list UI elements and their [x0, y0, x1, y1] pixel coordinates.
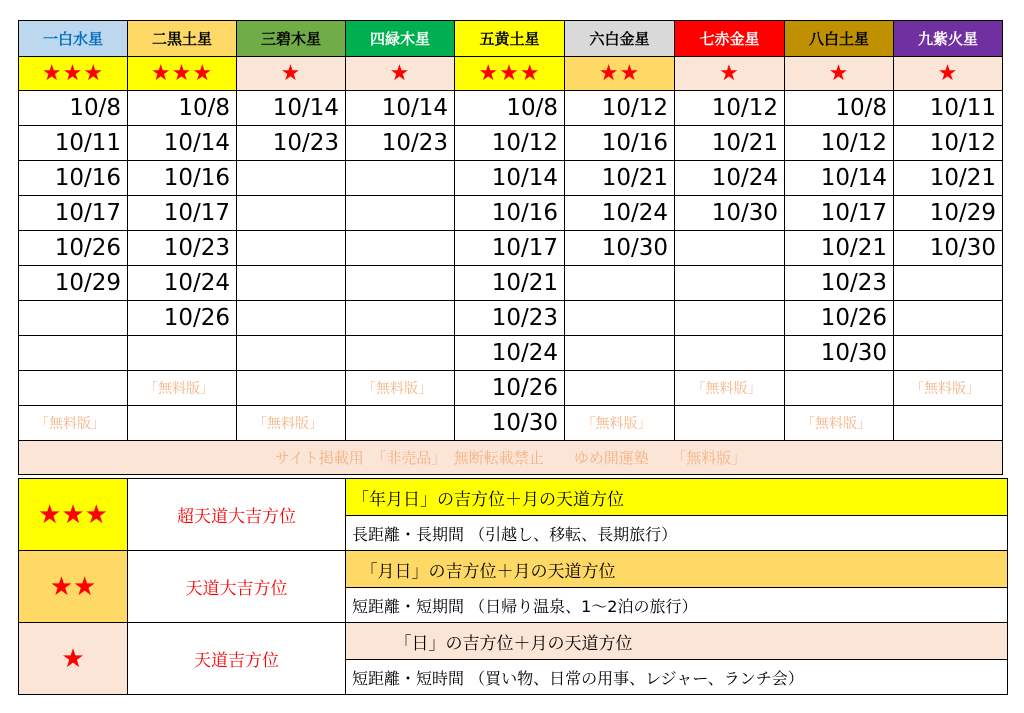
- rating-stars: ★: [785, 57, 894, 91]
- watermark-cell: 「無料版」: [128, 371, 237, 406]
- date-cell: 10/14: [237, 91, 346, 126]
- date-row: [19, 196, 1003, 231]
- star-header-cell: 八白土星: [785, 21, 894, 57]
- date-cell: [237, 231, 346, 266]
- watermark-banner-row: [19, 441, 1003, 475]
- date-cell: 10/8: [19, 91, 128, 126]
- date-cell: 10/14: [346, 91, 455, 126]
- rating-stars: ★★: [565, 57, 675, 91]
- date-cell: 10/16: [455, 196, 565, 231]
- date-cell: [237, 371, 346, 406]
- date-cell: [346, 336, 455, 371]
- date-cell: 10/8: [128, 91, 237, 126]
- watermark-cell: 「無料版」: [346, 371, 455, 406]
- date-row: [19, 406, 1003, 441]
- legend-name: 超天道大吉方位: [128, 479, 346, 551]
- legend-table: [18, 478, 1008, 695]
- date-row: [19, 126, 1003, 161]
- date-cell: 10/21: [894, 161, 1003, 196]
- date-cell: 10/29: [19, 266, 128, 301]
- rating-stars: ★★★: [128, 57, 237, 91]
- date-cell: 10/17: [128, 196, 237, 231]
- date-cell: [19, 371, 128, 406]
- date-cell: 10/24: [675, 161, 785, 196]
- date-cell: [346, 231, 455, 266]
- date-row: [19, 371, 1003, 406]
- date-cell: [675, 336, 785, 371]
- date-cell: [675, 406, 785, 441]
- date-cell: 10/12: [675, 91, 785, 126]
- date-cell: 10/8: [785, 91, 894, 126]
- legend-definition: 「月日」の吉方位＋月の天道方位: [346, 551, 1008, 588]
- date-cell: 10/30: [785, 336, 894, 371]
- date-cell: [237, 266, 346, 301]
- date-cell: 10/8: [455, 91, 565, 126]
- date-cell: [346, 301, 455, 336]
- date-cell: 10/21: [565, 161, 675, 196]
- date-cell: 10/12: [455, 126, 565, 161]
- date-cell: 10/26: [19, 231, 128, 266]
- legend-usage: 長距離・長期間 （引越し、移転、長期旅行）: [346, 516, 1008, 551]
- lucky-direction-calendar: [18, 20, 1003, 475]
- date-cell: 10/23: [237, 126, 346, 161]
- legend-name: 天道吉方位: [128, 623, 346, 695]
- date-row: [19, 231, 1003, 266]
- date-cell: [19, 301, 128, 336]
- star-header-cell: 七赤金星: [675, 21, 785, 57]
- legend-row: [19, 479, 1008, 516]
- rating-stars: ★★★: [19, 57, 128, 91]
- date-cell: 10/26: [785, 301, 894, 336]
- date-cell: [128, 406, 237, 441]
- rating-stars: ★★★: [455, 57, 565, 91]
- date-cell: 10/11: [19, 126, 128, 161]
- date-row: [19, 336, 1003, 371]
- star-header-cell: 二黒土星: [128, 21, 237, 57]
- legend-stars: ★★: [19, 551, 128, 623]
- legend-usage: 短距離・短期間 （日帰り温泉、1〜2泊の旅行）: [346, 588, 1008, 623]
- legend-row: [19, 623, 1008, 660]
- date-cell: [346, 266, 455, 301]
- star-header-cell: 一白水星: [19, 21, 128, 57]
- date-cell: 10/30: [455, 406, 565, 441]
- date-cell: [894, 266, 1003, 301]
- date-cell: [894, 336, 1003, 371]
- date-cell: [346, 406, 455, 441]
- watermark-cell: 「無料版」: [894, 371, 1003, 406]
- watermark-cell: 「無料版」: [565, 406, 675, 441]
- date-cell: [785, 371, 894, 406]
- date-cell: [346, 196, 455, 231]
- legend-stars: ★★★: [19, 479, 128, 551]
- date-row: [19, 91, 1003, 126]
- date-cell: 10/26: [455, 371, 565, 406]
- date-cell: 10/30: [894, 231, 1003, 266]
- date-cell: [565, 301, 675, 336]
- legend-usage: 短距離・短時間 （買い物、日常の用事、レジャー、ランチ会）: [346, 660, 1008, 695]
- star-header-row: [19, 21, 1003, 57]
- watermark-cell: 「無料版」: [785, 406, 894, 441]
- star-header-cell: 六白金星: [565, 21, 675, 57]
- date-cell: [237, 196, 346, 231]
- date-cell: [237, 336, 346, 371]
- date-cell: 10/11: [894, 91, 1003, 126]
- star-header-cell: 三碧木星: [237, 21, 346, 57]
- date-cell: 10/12: [894, 126, 1003, 161]
- date-cell: 10/17: [19, 196, 128, 231]
- date-cell: [894, 406, 1003, 441]
- date-row: [19, 161, 1003, 196]
- date-cell: 10/21: [455, 266, 565, 301]
- date-cell: [237, 301, 346, 336]
- date-cell: 10/23: [455, 301, 565, 336]
- date-cell: [675, 301, 785, 336]
- date-cell: 10/14: [455, 161, 565, 196]
- legend-name: 天道大吉方位: [128, 551, 346, 623]
- date-cell: 10/29: [894, 196, 1003, 231]
- date-cell: 10/23: [128, 231, 237, 266]
- date-cell: 10/16: [565, 126, 675, 161]
- legend-row: [19, 551, 1008, 588]
- date-cell: 10/17: [455, 231, 565, 266]
- legend-stars: ★: [19, 623, 128, 695]
- watermark-cell: 「無料版」: [237, 406, 346, 441]
- date-cell: 10/30: [565, 231, 675, 266]
- date-cell: [565, 371, 675, 406]
- date-cell: 10/21: [785, 231, 894, 266]
- star-header-cell: 九紫火星: [894, 21, 1003, 57]
- rating-stars: ★: [675, 57, 785, 91]
- date-cell: [675, 266, 785, 301]
- date-cell: 10/30: [675, 196, 785, 231]
- date-cell: [894, 301, 1003, 336]
- legend-definition: 「日」の吉方位＋月の天道方位: [346, 623, 1008, 660]
- date-cell: 10/14: [128, 126, 237, 161]
- rating-stars: ★: [237, 57, 346, 91]
- date-cell: [19, 336, 128, 371]
- date-cell: 10/24: [455, 336, 565, 371]
- rating-stars: ★: [346, 57, 455, 91]
- date-cell: 10/24: [128, 266, 237, 301]
- star-header-cell: 四緑木星: [346, 21, 455, 57]
- date-cell: 10/12: [785, 126, 894, 161]
- star-header-cell: 五黄土星: [455, 21, 565, 57]
- date-cell: [565, 266, 675, 301]
- date-row: [19, 266, 1003, 301]
- rating-row: [19, 57, 1003, 91]
- date-cell: [346, 161, 455, 196]
- date-row: [19, 301, 1003, 336]
- date-cell: 10/16: [128, 161, 237, 196]
- watermark-banner: サイト掲載用 「非売品」 無断転載禁止 ゆめ開運塾 「無料版」: [19, 441, 1003, 475]
- date-cell: [128, 336, 237, 371]
- watermark-cell: 「無料版」: [675, 371, 785, 406]
- date-cell: [675, 231, 785, 266]
- date-cell: [565, 336, 675, 371]
- date-cell: 10/21: [675, 126, 785, 161]
- date-cell: 10/12: [565, 91, 675, 126]
- date-cell: 10/24: [565, 196, 675, 231]
- date-cell: [237, 161, 346, 196]
- rating-stars: ★: [894, 57, 1003, 91]
- date-cell: 10/16: [19, 161, 128, 196]
- watermark-cell: 「無料版」: [19, 406, 128, 441]
- date-cell: 10/14: [785, 161, 894, 196]
- date-cell: 10/23: [785, 266, 894, 301]
- date-cell: 10/23: [346, 126, 455, 161]
- date-cell: 10/17: [785, 196, 894, 231]
- legend-definition: 「年月日」の吉方位＋月の天道方位: [346, 479, 1008, 516]
- date-cell: 10/26: [128, 301, 237, 336]
